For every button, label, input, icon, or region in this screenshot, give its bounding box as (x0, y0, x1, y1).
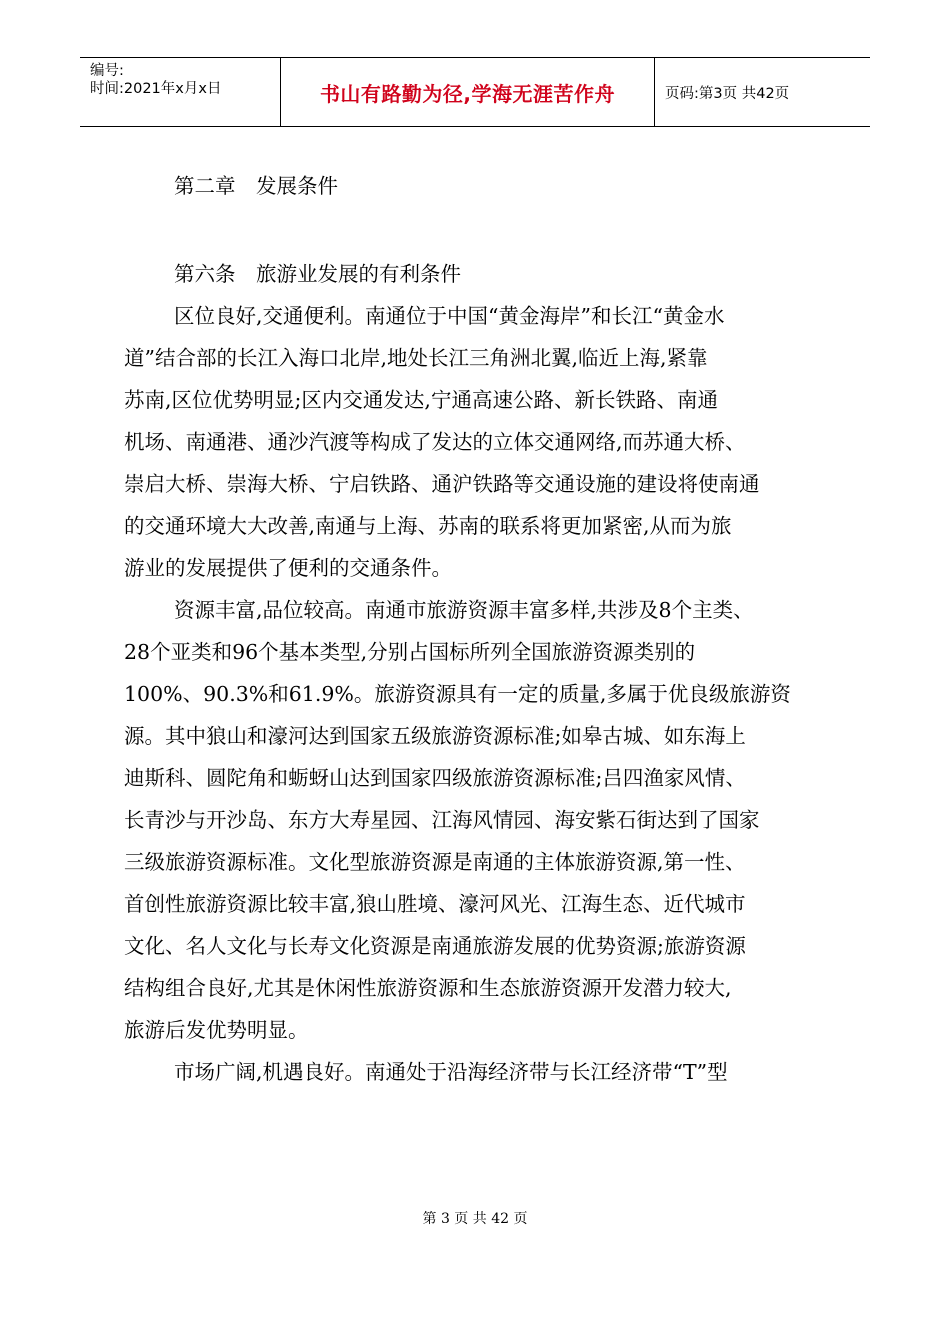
header-meta-cell (80, 58, 281, 126)
chapter-title: 第二章 发展条件 (174, 174, 338, 198)
paragraph-line: 结构组合良好,尤其是休闲性旅游资源和生态旅游资源开发潜力较大, (124, 976, 732, 1000)
paragraph-resources (124, 589, 829, 1051)
paragraph-line: 首创性旅游资源比较丰富,狼山胜境、濠河风光、江海生态、近代城市 (124, 892, 746, 916)
header-page-info: 页码:第3页 共42页 (665, 85, 790, 102)
document-number-label: 编号: (90, 63, 124, 79)
header-table (80, 57, 870, 127)
paragraph-location (124, 295, 829, 589)
paragraph-line: 长青沙与开沙岛、东方大寿星园、江海风情园、海安紫石街达到了国家 (124, 808, 760, 832)
paragraph-line: 文化、名人文化与长寿文化资源是南通旅游发展的优势资源;旅游资源 (124, 934, 746, 958)
paragraph-line: 三级旅游资源标准。文化型旅游资源是南通的主体旅游资源,第一性、 (124, 850, 746, 874)
paragraph-line: 100%、90.3%和61.9%。旅游资源具有一定的质量,多属于优良级旅游资 (124, 682, 791, 706)
paragraph-market (124, 1051, 829, 1093)
paragraph-line: 游业的发展提供了便利的交通条件。 (124, 556, 452, 580)
paragraph-line: 迪斯科、圆陀角和蛎蚜山达到国家四级旅游资源标准;吕四渔家风情、 (124, 766, 746, 790)
paragraph-line: 旅游后发优势明显。 (124, 1018, 309, 1042)
paragraph-line: 源。其中狼山和濠河达到国家五级旅游资源标准;如皋古城、如东海上 (124, 724, 746, 748)
paragraph-line: 市场广阔,机遇良好。南通处于沿海经济带与长江经济带“T”型 (174, 1060, 728, 1084)
paragraph-line: 28个亚类和96个基本类型,分别占国标所列全国旅游资源类别的 (124, 640, 696, 664)
paragraph-line: 崇启大桥、崇海大桥、宁启铁路、通沪铁路等交通设施的建设将使南通 (124, 472, 760, 496)
page-footer: 第 3 页 共 42 页 (422, 1211, 528, 1227)
document-body (124, 165, 829, 1093)
paragraph-line: 区位良好,交通便利。南通位于中国“黄金海岸”和长江“黄金水 (174, 304, 725, 328)
paragraph-line: 苏南,区位优势明显;区内交通发达,宁通高速公路、新长铁路、南通 (124, 388, 718, 412)
document-time-label: 时间:2021年x月x日 (90, 81, 222, 97)
paragraph-line: 资源丰富,品位较高。南通市旅游资源丰富多样,共涉及8个主类、 (174, 598, 754, 622)
article-title: 第六条 旅游业发展的有利条件 (174, 262, 461, 286)
header-motto: 书山有路勤为径,学海无涯苦作舟 (281, 58, 655, 126)
paragraph-line: 机场、南通港、通沙汽渡等构成了发达的立体交通网络,而苏通大桥、 (124, 430, 746, 454)
paragraph-line: 的交通环境大大改善,南通与上海、苏南的联系将更加紧密,从而为旅 (124, 514, 732, 538)
paragraph-line: 道”结合部的长江入海口北岸,地处长江三角洲北翼,临近上海,紧靠 (124, 346, 708, 370)
